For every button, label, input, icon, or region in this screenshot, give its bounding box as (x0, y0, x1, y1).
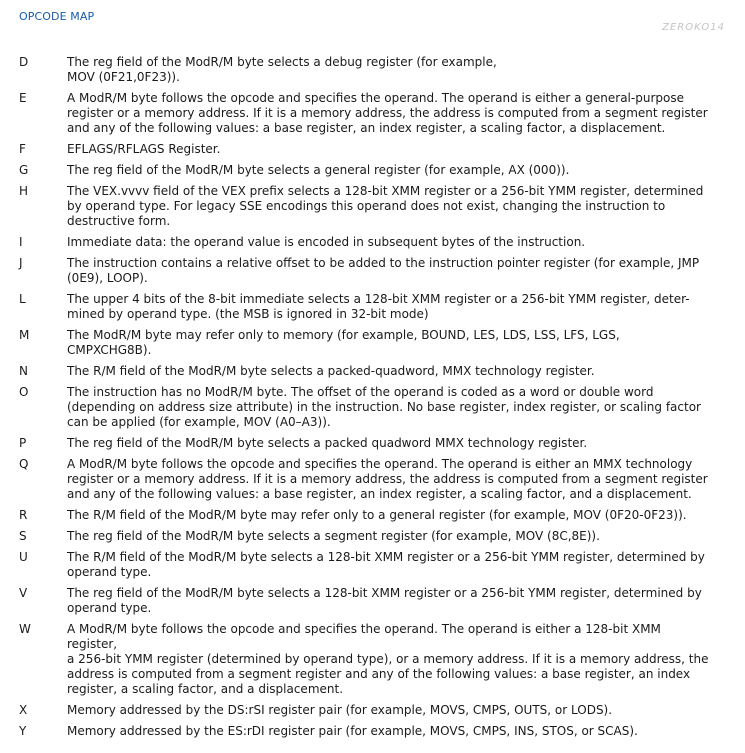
opcode-description (67, 235, 711, 250)
description-line: operand type. (67, 601, 152, 615)
opcode-description (67, 586, 711, 616)
description-line: The reg field of the ModR/M byte selects a 128-bit XMM register or a 256-bit YMM register, determined by (67, 586, 702, 600)
description-line: register, a scaling factor, and a displacement. (67, 682, 344, 696)
opcode-letter: E (19, 91, 27, 105)
opcode-description (67, 163, 711, 178)
opcode-entry (0, 256, 745, 286)
description-line: A ModR/M byte follows the opcode and specifies the operand. The operand is either a general-purpose (67, 91, 684, 105)
opcode-letter: U (19, 550, 28, 564)
opcode-entry (0, 142, 745, 157)
opcode-letter: O (19, 385, 29, 399)
opcode-description (67, 703, 711, 718)
description-line: mined by operand type. (the MSB is ignored in 32-bit mode) (67, 307, 429, 321)
opcode-letter: J (19, 256, 23, 270)
opcode-letter: F (19, 142, 26, 156)
opcode-letter: X (19, 703, 28, 717)
opcode-description (67, 142, 711, 157)
opcode-description (67, 292, 711, 322)
opcode-entry (0, 703, 745, 718)
description-line: The ModR/M byte may refer only to memory (for example, BOUND, LES, LDS, LSS, LFS, LGS, (67, 328, 620, 342)
opcode-entry (0, 55, 745, 85)
page-title: OPCODE MAP (19, 10, 95, 23)
opcode-entry (0, 184, 745, 229)
opcode-description (67, 385, 711, 430)
description-line: MOV (0F21,0F23)). (67, 70, 180, 84)
opcode-entry (0, 385, 745, 430)
description-line: The upper 4 bits of the 8-bit immediate selects a 128-bit XMM register or a 256-bit YMM register, deter- (67, 292, 690, 306)
opcode-entry (0, 436, 745, 451)
opcode-entry (0, 529, 745, 544)
description-line: The reg field of the ModR/M byte selects a segment register (for example, MOV (8C,8E)). (67, 529, 600, 543)
opcode-description (67, 436, 711, 451)
opcode-letter: I (19, 235, 23, 249)
description-line: register or a memory address. If it is a memory address, the address is computed from a segment register (67, 472, 708, 486)
opcode-letter: H (19, 184, 29, 198)
description-line: The instruction contains a relative offset to be added to the instruction pointer register (for example, JMP (67, 256, 700, 270)
description-line: register or a memory address. If it is a memory address, the address is computed from a segment register (67, 106, 708, 120)
opcode-entry (0, 724, 745, 739)
opcode-letter: Q (19, 457, 29, 471)
description-line: and any of the following values: a base register, an index register, a scaling factor, a displacement. (67, 121, 666, 135)
description-line: destructive form. (67, 214, 171, 228)
description-line: Memory addressed by the DS:rSI register pair (for example, MOVS, CMPS, OUTS, or LODS). (67, 703, 613, 717)
description-line: EFLAGS/RFLAGS Register. (67, 142, 221, 156)
opcode-description (67, 328, 711, 358)
description-line: a 256-bit YMM register (determined by operand type), or a memory address. If it is a memory address, the (67, 652, 709, 666)
opcode-description (67, 91, 711, 136)
opcode-description (67, 550, 711, 580)
opcode-entry (0, 292, 745, 322)
description-line: by operand type. For legacy SSE encodings this operand does not exist, changing the instruction to (67, 199, 666, 213)
opcode-letter: R (19, 508, 28, 522)
opcode-description (67, 529, 711, 544)
opcode-letter: S (19, 529, 27, 543)
description-line: CMPXCHG8B). (67, 343, 152, 357)
opcode-entry-list (0, 55, 745, 745)
opcode-entry (0, 457, 745, 502)
opcode-entry (0, 364, 745, 379)
opcode-letter: W (19, 622, 31, 636)
opcode-description (67, 364, 711, 379)
opcode-letter: Y (19, 724, 27, 738)
opcode-letter: L (19, 292, 26, 306)
opcode-entry (0, 508, 745, 523)
description-line: The reg field of the ModR/M byte selects a debug register (for example, (67, 55, 497, 69)
opcode-description (67, 184, 711, 229)
opcode-entry (0, 91, 745, 136)
description-line: A ModR/M byte follows the opcode and specifies the operand. The operand is either a 128-bit XMM register, (67, 622, 661, 651)
opcode-letter: V (19, 586, 28, 600)
description-line: Memory addressed by the ES:rDI register pair (for example, MOVS, CMPS, INS, STOS, or SCAS). (67, 724, 638, 738)
description-line: address is computed from a segment register and any of the following values: a base register, an index (67, 667, 691, 681)
opcode-entry (0, 622, 745, 697)
opcode-description (67, 55, 711, 85)
description-line: A ModR/M byte follows the opcode and specifies the operand. The operand is either an MMX technology (67, 457, 693, 471)
watermark: ZEROKO14 (662, 22, 725, 33)
description-line: The R/M field of the ModR/M byte selects a 128-bit XMM register or a 256-bit YMM register, determined by (67, 550, 705, 564)
description-line: The R/M field of the ModR/M byte selects a packed-quadword, MMX technology register. (67, 364, 595, 378)
opcode-entry (0, 235, 745, 250)
opcode-description (67, 724, 711, 739)
opcode-letter: P (19, 436, 27, 450)
description-line: Immediate data: the operand value is encoded in subsequent bytes of the instruction. (67, 235, 586, 249)
description-line: operand type. (67, 565, 152, 579)
opcode-entry (0, 328, 745, 358)
opcode-entry (0, 163, 745, 178)
opcode-description (67, 457, 711, 502)
description-line: (depending on address size attribute) in the instruction. No base register, index register, or scaling factor (67, 400, 701, 414)
opcode-letter: N (19, 364, 28, 378)
description-line: The reg field of the ModR/M byte selects a general register (for example, AX (000)). (67, 163, 570, 177)
opcode-description (67, 508, 711, 523)
opcode-description (67, 256, 711, 286)
opcode-letter: D (19, 55, 29, 69)
opcode-letter: G (19, 163, 29, 177)
description-line: The reg field of the ModR/M byte selects a packed quadword MMX technology register. (67, 436, 588, 450)
description-line: The R/M field of the ModR/M byte may refer only to a general register (for example, MOV (0F20-0F23)). (67, 508, 687, 522)
description-line: (0E9), LOOP). (67, 271, 148, 285)
opcode-entry (0, 550, 745, 580)
description-line: can be applied (for example, MOV (A0–A3)). (67, 415, 331, 429)
description-line: The VEX.vvvv field of the VEX prefix selects a 128-bit XMM register or a 256-bit YMM register, determined (67, 184, 704, 198)
opcode-letter: M (19, 328, 30, 342)
description-line: The instruction has no ModR/M byte. The offset of the operand is coded as a word or double word (67, 385, 654, 399)
description-line: and any of the following values: a base register, an index register, a scaling factor, and a displacement. (67, 487, 692, 501)
opcode-entry (0, 586, 745, 616)
opcode-description (67, 622, 711, 697)
